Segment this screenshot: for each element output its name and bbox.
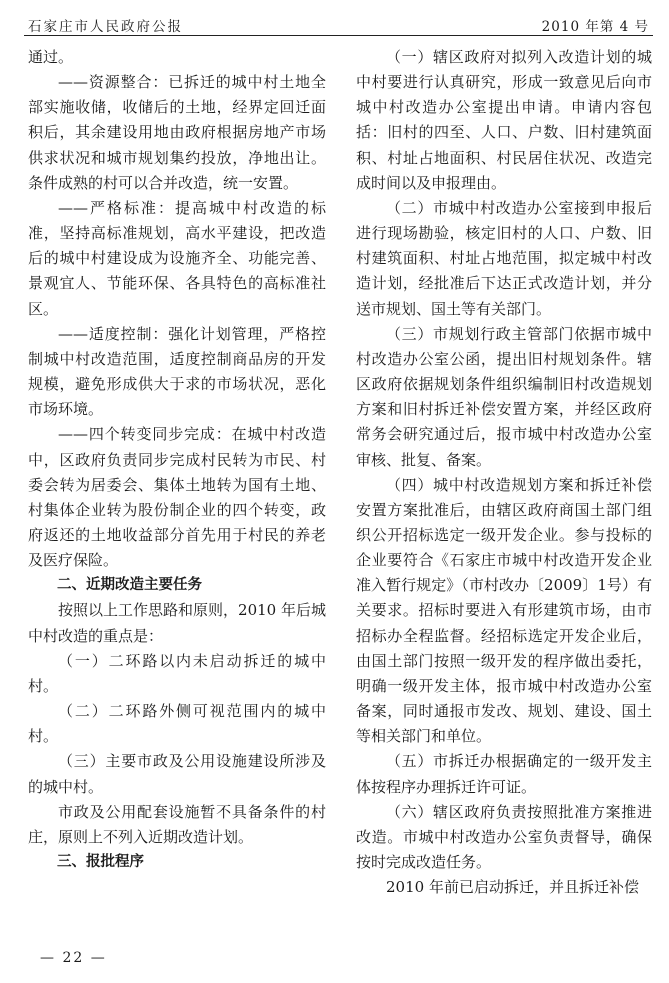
- paragraph: （二）市城中村改造办公室接到申报后进行现场勘验，核定旧村的人口、户数、旧村建筑面积、村址占地范围，拟定城中村改造计划，经批准后下达正式改造计划，并分送市规划、国土等有关部门。: [356, 198, 652, 318]
- section-heading: 三、报批程序: [57, 854, 144, 870]
- paragraph: （二）二环路外侧可视范围内的城中村。: [28, 702, 326, 746]
- paragraph: 通过。: [28, 48, 74, 66]
- paragraph: 按照以上工作思路和原则，2010 年后城中村改造的重点是：: [28, 601, 326, 645]
- paragraph: ——严格标准：提高城中村改造的标准，坚持高标准规划，高水平建设，把改造后的城中村建设成为设施齐全、功能完善、景观宜人、节能环保、各具特色的高标准社区。: [28, 198, 326, 318]
- right-column: [356, 45, 652, 900]
- paragraph: （六）辖区政府负责按照批准方案推进改造。市城中村改造办公室负责督导，确保按时完成改造任务。: [356, 802, 652, 871]
- paragraph: 市政及公用配套设施暂不具备条件的村庄，原则上不列入近期改造计划。: [28, 802, 326, 846]
- paragraph: （三）市规划行政主管部门依据市城中村改造办公室公函，提出旧村规划条件。辖区政府依据规划条件组织编制旧村改造规划方案和旧村拆迁补偿安置方案，并经区政府常务会研究通过后，报市城中村改造办公室审核、批复、备案。: [356, 324, 652, 469]
- paragraph: ——四个转变同步完成：在城中村改造中，区政府负责同步完成村民转为市民、村委会转为居委会、集体土地转为国有土地、村集体企业转为股份制企业的四个转变，政府返还的土地收益部分首先用于村民的养老及医疗保险。: [28, 425, 326, 570]
- publication-title: 石家庄市人民政府公报: [28, 19, 183, 35]
- paragraph: （一）二环路以内未启动拆迁的城中村。: [28, 651, 326, 695]
- left-column: [28, 45, 326, 875]
- section-heading: 二、近期改造主要任务: [57, 577, 202, 594]
- issue-number: 2010 年第 4 号: [541, 19, 649, 35]
- paragraph: 2010 年前已启动拆迁，并且拆迁补偿: [386, 878, 639, 897]
- paragraph: （五）市拆迁办根据确定的一级开发主体按程序办理拆迁许可证。: [356, 752, 652, 796]
- paragraph: （一）辖区政府对拟列入改造计划的城中村要进行认真研究，形成一致意见后向市城中村改造办公室提出申请。申请内容包括：旧村的四至、人口、户数、旧村建筑面积、村址占地面积、村民居住状况、改造完成时间以及申报理由。: [356, 48, 652, 192]
- paragraph: ——适度控制：强化计划管理，严格控制城中村改造范围，适度控制商品房的开发规模，避免形成供大于求的市场状况，恶化市场环境。: [28, 324, 326, 419]
- page-header: [24, 9, 653, 36]
- page-number: — 22 —: [40, 950, 107, 966]
- paragraph: （三）主要市政及公用设施建设所涉及的城中村。: [28, 752, 326, 796]
- paragraph: （四）城中村改造规划方案和拆迁补偿安置方案批准后，由辖区政府商国土部门组织公开招标选定一级开发企业。参与投标的企业要符合《石家庄市城中村改造开发企业准入暂行规定》（市村改办〔2009〕1号）有关要求。招标时要进入有形建筑市场，由市招标办全程监督。经招标选定开发企业后，由国土部门按照一级开发的程序做出委托，明确一级开发主体，报市城中村改造办公室备案，同时通报市发改、规划、建设、国土等相关部门和单位。: [356, 475, 652, 746]
- paragraph: ——资源整合：已拆迁的城中村土地全部实施收储，收储后的土地，经界定回迁面积后，其余建设用地由政府根据房地产市场供求状况和城市规划集约投放，净地出让。条件成熟的村可以合并改造，统一安置。: [28, 73, 326, 192]
